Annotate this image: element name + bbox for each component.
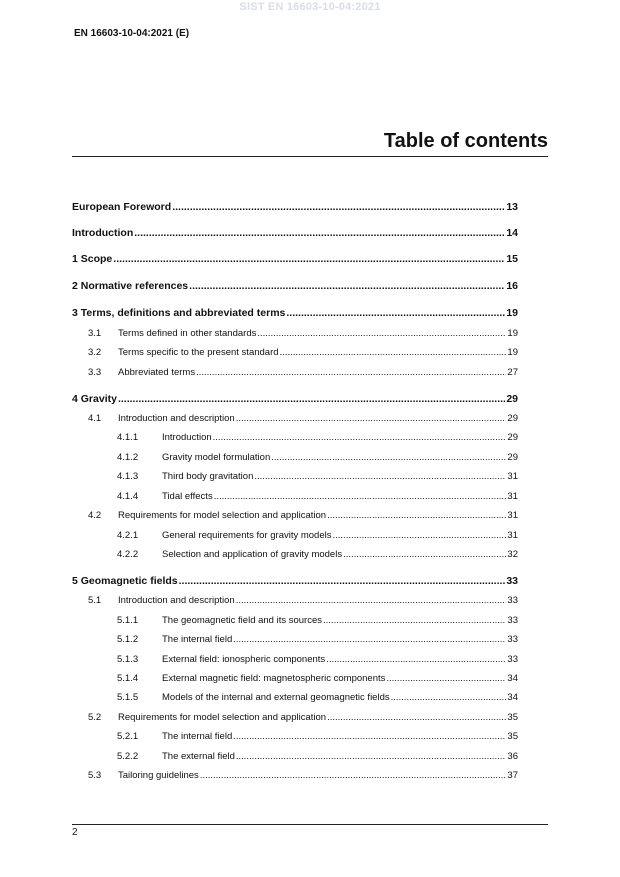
toc-entry-number: 3.1 bbox=[88, 328, 102, 339]
toc-entry-number: 5.1 bbox=[88, 595, 102, 606]
toc-entry-page: 19 bbox=[507, 347, 518, 358]
toc-entry-number: 5.1.4 bbox=[117, 673, 139, 684]
toc-entry-page: 15 bbox=[506, 253, 518, 265]
toc-entry-text: Third body gravitation bbox=[162, 471, 254, 482]
toc-entry-title bbox=[117, 530, 332, 541]
toc-entry-text: Introduction bbox=[72, 227, 134, 239]
toc-entry-title bbox=[72, 201, 171, 213]
toc-entry-page: 33 bbox=[506, 575, 518, 587]
toc-entry-text: 4 Gravity bbox=[72, 393, 117, 405]
toc-entry-title bbox=[72, 280, 188, 292]
toc-dot-leader bbox=[257, 329, 506, 339]
toc-dot-leader bbox=[236, 752, 507, 762]
toc-entry-page: 14 bbox=[506, 227, 518, 239]
toc-entry[interactable] bbox=[88, 328, 518, 339]
toc-entry-text: Selection and application of gravity models bbox=[162, 549, 343, 560]
toc-dot-leader bbox=[327, 713, 506, 723]
toc-entry[interactable] bbox=[88, 510, 518, 521]
toc-dot-leader bbox=[200, 771, 507, 781]
toc-entry-number: 5.2 bbox=[88, 712, 102, 723]
toc-entry[interactable] bbox=[117, 530, 518, 541]
toc-entry-text: Requirements for model selection and application bbox=[118, 712, 327, 723]
toc-entry[interactable] bbox=[88, 413, 518, 424]
page-number: 2 bbox=[72, 827, 78, 838]
toc-dot-leader bbox=[118, 394, 505, 405]
toc-entry-page: 34 bbox=[507, 673, 518, 684]
toc-entry-title bbox=[117, 615, 322, 626]
toc-entry-page: 33 bbox=[507, 654, 518, 665]
toc-entry-title bbox=[72, 227, 133, 239]
toc-dot-leader bbox=[254, 472, 506, 482]
toc-entry-text: The geomagnetic field and its sources bbox=[162, 615, 323, 626]
toc-entry-title bbox=[88, 367, 195, 378]
watermark: SIST EN 16603-10-04:2021 bbox=[239, 1, 381, 13]
toc-entry-text: The internal field bbox=[162, 731, 233, 742]
toc-dot-leader bbox=[113, 254, 505, 265]
toc-dot-leader bbox=[196, 368, 506, 378]
toc-entry-title bbox=[72, 253, 112, 265]
toc-entry-text: Introduction and description bbox=[118, 595, 235, 606]
toc-entry-page: 16 bbox=[506, 280, 518, 292]
toc-entry[interactable] bbox=[117, 673, 518, 684]
toc-entry-number: 3.2 bbox=[88, 347, 102, 358]
toc-entry[interactable] bbox=[117, 615, 518, 626]
toc-entry-text: External field: ionospheric components bbox=[162, 654, 326, 665]
toc-entry-number: 5.2.2 bbox=[117, 751, 139, 762]
toc-entry[interactable] bbox=[72, 201, 518, 213]
toc-entry-text: The internal field bbox=[162, 634, 233, 645]
toc-dot-leader bbox=[327, 511, 506, 521]
title-divider bbox=[72, 156, 548, 157]
toc-entry-number: 4.1.1 bbox=[117, 432, 139, 443]
toc-entry-page: 27 bbox=[507, 367, 518, 378]
toc-entry[interactable] bbox=[117, 432, 518, 443]
toc-entry-title bbox=[88, 413, 235, 424]
toc-entry[interactable] bbox=[88, 347, 518, 358]
toc-dot-leader bbox=[189, 281, 505, 292]
toc-dot-leader bbox=[286, 308, 505, 319]
toc-entry-title bbox=[117, 471, 253, 482]
toc-entry-page: 31 bbox=[507, 491, 518, 502]
toc-dot-leader bbox=[343, 550, 506, 560]
toc-entry-text: Tailoring guidelines bbox=[118, 770, 199, 781]
toc-entry-number: 5.3 bbox=[88, 770, 102, 781]
toc-entry-text: General requirements for gravity models bbox=[162, 530, 332, 541]
toc-entry-number: 5.1.5 bbox=[117, 692, 139, 703]
toc-dot-leader bbox=[233, 635, 506, 645]
toc-dot-leader bbox=[172, 202, 505, 213]
toc-entry-number: 4.2.2 bbox=[117, 549, 139, 560]
toc-entry-number: 4.1 bbox=[88, 413, 102, 424]
toc-entry-title bbox=[72, 575, 178, 587]
toc-entry-page: 13 bbox=[506, 201, 518, 213]
toc-entry[interactable] bbox=[117, 549, 518, 560]
toc-entry-title bbox=[88, 347, 279, 358]
document-id: EN 16603-10-04:2021 (E) bbox=[74, 28, 190, 39]
toc-entry-number: 3.3 bbox=[88, 367, 102, 378]
toc-dot-leader bbox=[236, 414, 507, 424]
toc-dot-leader bbox=[326, 655, 506, 665]
toc-entry-number: 5.1.1 bbox=[117, 615, 139, 626]
toc-entry-title bbox=[88, 770, 199, 781]
toc-entry-text: Terms specific to the present standard bbox=[118, 347, 279, 358]
toc-entry-text: Models of the internal and external geomagnetic fields bbox=[162, 692, 390, 703]
toc-entry-text: Introduction and description bbox=[118, 413, 235, 424]
toc-entry-number: 5.1.2 bbox=[117, 634, 139, 645]
toc-entry[interactable] bbox=[117, 692, 518, 703]
toc-dot-leader bbox=[391, 693, 507, 703]
toc-entry[interactable] bbox=[72, 253, 518, 265]
toc-dot-leader bbox=[236, 596, 507, 606]
toc-entry-text: Terms defined in other standards bbox=[118, 328, 257, 339]
toc-entry-title bbox=[72, 393, 117, 405]
toc-entry-title bbox=[88, 712, 326, 723]
toc-entry-page: 31 bbox=[507, 510, 518, 521]
toc-entry-page: 35 bbox=[507, 712, 518, 723]
toc-entry-number: 5.2.1 bbox=[117, 731, 139, 742]
toc-entry[interactable] bbox=[117, 654, 518, 665]
toc-entry-text: Tidal effects bbox=[162, 491, 213, 502]
toc-entry-page: 33 bbox=[507, 615, 518, 626]
toc-entry-title bbox=[88, 328, 256, 339]
toc-entry-title bbox=[117, 634, 232, 645]
toc-entry-title bbox=[117, 432, 212, 443]
toc-entry-page: 29 bbox=[507, 432, 518, 443]
toc-entry-number: 4.2.1 bbox=[117, 530, 139, 541]
toc-entry-text: 1 Scope bbox=[72, 253, 113, 265]
toc-entry-title bbox=[117, 549, 342, 560]
toc-entry-title bbox=[88, 595, 235, 606]
toc-entry[interactable] bbox=[88, 712, 518, 723]
toc-entry[interactable] bbox=[117, 471, 518, 482]
toc-entry-text: Abbreviated terms bbox=[118, 367, 196, 378]
footer-divider bbox=[72, 824, 548, 825]
toc-entry-page: 31 bbox=[507, 471, 518, 482]
toc-entry-title bbox=[117, 673, 385, 684]
page-title: Table of contents bbox=[383, 130, 548, 152]
toc-entry[interactable] bbox=[117, 731, 518, 742]
toc-entry-page: 31 bbox=[507, 530, 518, 541]
toc-entry-text: 3 Terms, definitions and abbreviated terms bbox=[72, 307, 286, 319]
toc-entry-text: Introduction bbox=[162, 432, 212, 443]
toc-entry-text: Gravity model formulation bbox=[162, 452, 271, 463]
toc-dot-leader bbox=[214, 492, 507, 502]
toc-entry[interactable] bbox=[117, 452, 518, 463]
toc-entry-page: 36 bbox=[507, 751, 518, 762]
toc-entry-page: 34 bbox=[507, 692, 518, 703]
toc-entry[interactable] bbox=[117, 751, 518, 762]
toc-dot-leader bbox=[134, 228, 505, 239]
toc-dot-leader bbox=[271, 453, 506, 463]
toc-entry[interactable] bbox=[72, 227, 518, 239]
toc-entry-number: 5.1.3 bbox=[117, 654, 139, 665]
toc-entry-page: 33 bbox=[507, 595, 518, 606]
toc-entry-page: 29 bbox=[506, 393, 518, 405]
toc-entry-page: 33 bbox=[507, 634, 518, 645]
toc-dot-leader bbox=[386, 674, 506, 684]
toc-entry[interactable] bbox=[88, 770, 518, 781]
toc-entry-number: 4.1.4 bbox=[117, 491, 139, 502]
toc-dot-leader bbox=[333, 531, 507, 541]
toc-entry-text: European Foreword bbox=[72, 201, 172, 213]
toc-entry-page: 19 bbox=[506, 307, 518, 319]
toc-entry-page: 19 bbox=[507, 328, 518, 339]
toc-entry-page: 29 bbox=[507, 413, 518, 424]
toc-entry-number: 4.1.2 bbox=[117, 452, 139, 463]
toc-entry[interactable] bbox=[88, 367, 518, 378]
toc-entry-number: 4.1.3 bbox=[117, 471, 139, 482]
toc-entry-title bbox=[72, 307, 285, 319]
toc-entry-text: Requirements for model selection and application bbox=[118, 510, 327, 521]
toc-entry[interactable] bbox=[72, 280, 518, 292]
toc-entry-text: The external field bbox=[162, 751, 235, 762]
toc-entry[interactable] bbox=[88, 595, 518, 606]
toc-entry-title bbox=[117, 452, 270, 463]
toc-entry[interactable] bbox=[72, 307, 518, 319]
toc-entry[interactable] bbox=[117, 491, 518, 502]
toc-dot-leader bbox=[323, 616, 506, 626]
toc-entry-number: 4.2 bbox=[88, 510, 102, 521]
toc-dot-leader bbox=[233, 732, 506, 742]
toc-entry[interactable] bbox=[117, 634, 518, 645]
toc-dot-leader bbox=[280, 348, 507, 358]
toc-dot-leader bbox=[179, 576, 506, 587]
toc-entry-text: 2 Normative references bbox=[72, 280, 189, 292]
toc-entry-page: 32 bbox=[507, 549, 518, 560]
toc-entry-title bbox=[88, 510, 326, 521]
toc-entry-title bbox=[117, 751, 235, 762]
toc-entry-title bbox=[117, 491, 213, 502]
toc-entry-text: External magnetic field: magnetospheric components bbox=[162, 673, 386, 684]
toc-entry[interactable] bbox=[72, 393, 518, 405]
toc-entry-page: 37 bbox=[507, 770, 518, 781]
toc-entry-page: 29 bbox=[507, 452, 518, 463]
toc-entry-text: 5 Geomagnetic fields bbox=[72, 575, 178, 587]
toc-dot-leader bbox=[213, 433, 507, 443]
toc-entry-title bbox=[117, 731, 232, 742]
toc-entry-title bbox=[117, 654, 325, 665]
toc-entry-title bbox=[117, 692, 390, 703]
toc-entry[interactable] bbox=[72, 575, 518, 587]
toc-entry-page: 35 bbox=[507, 731, 518, 742]
